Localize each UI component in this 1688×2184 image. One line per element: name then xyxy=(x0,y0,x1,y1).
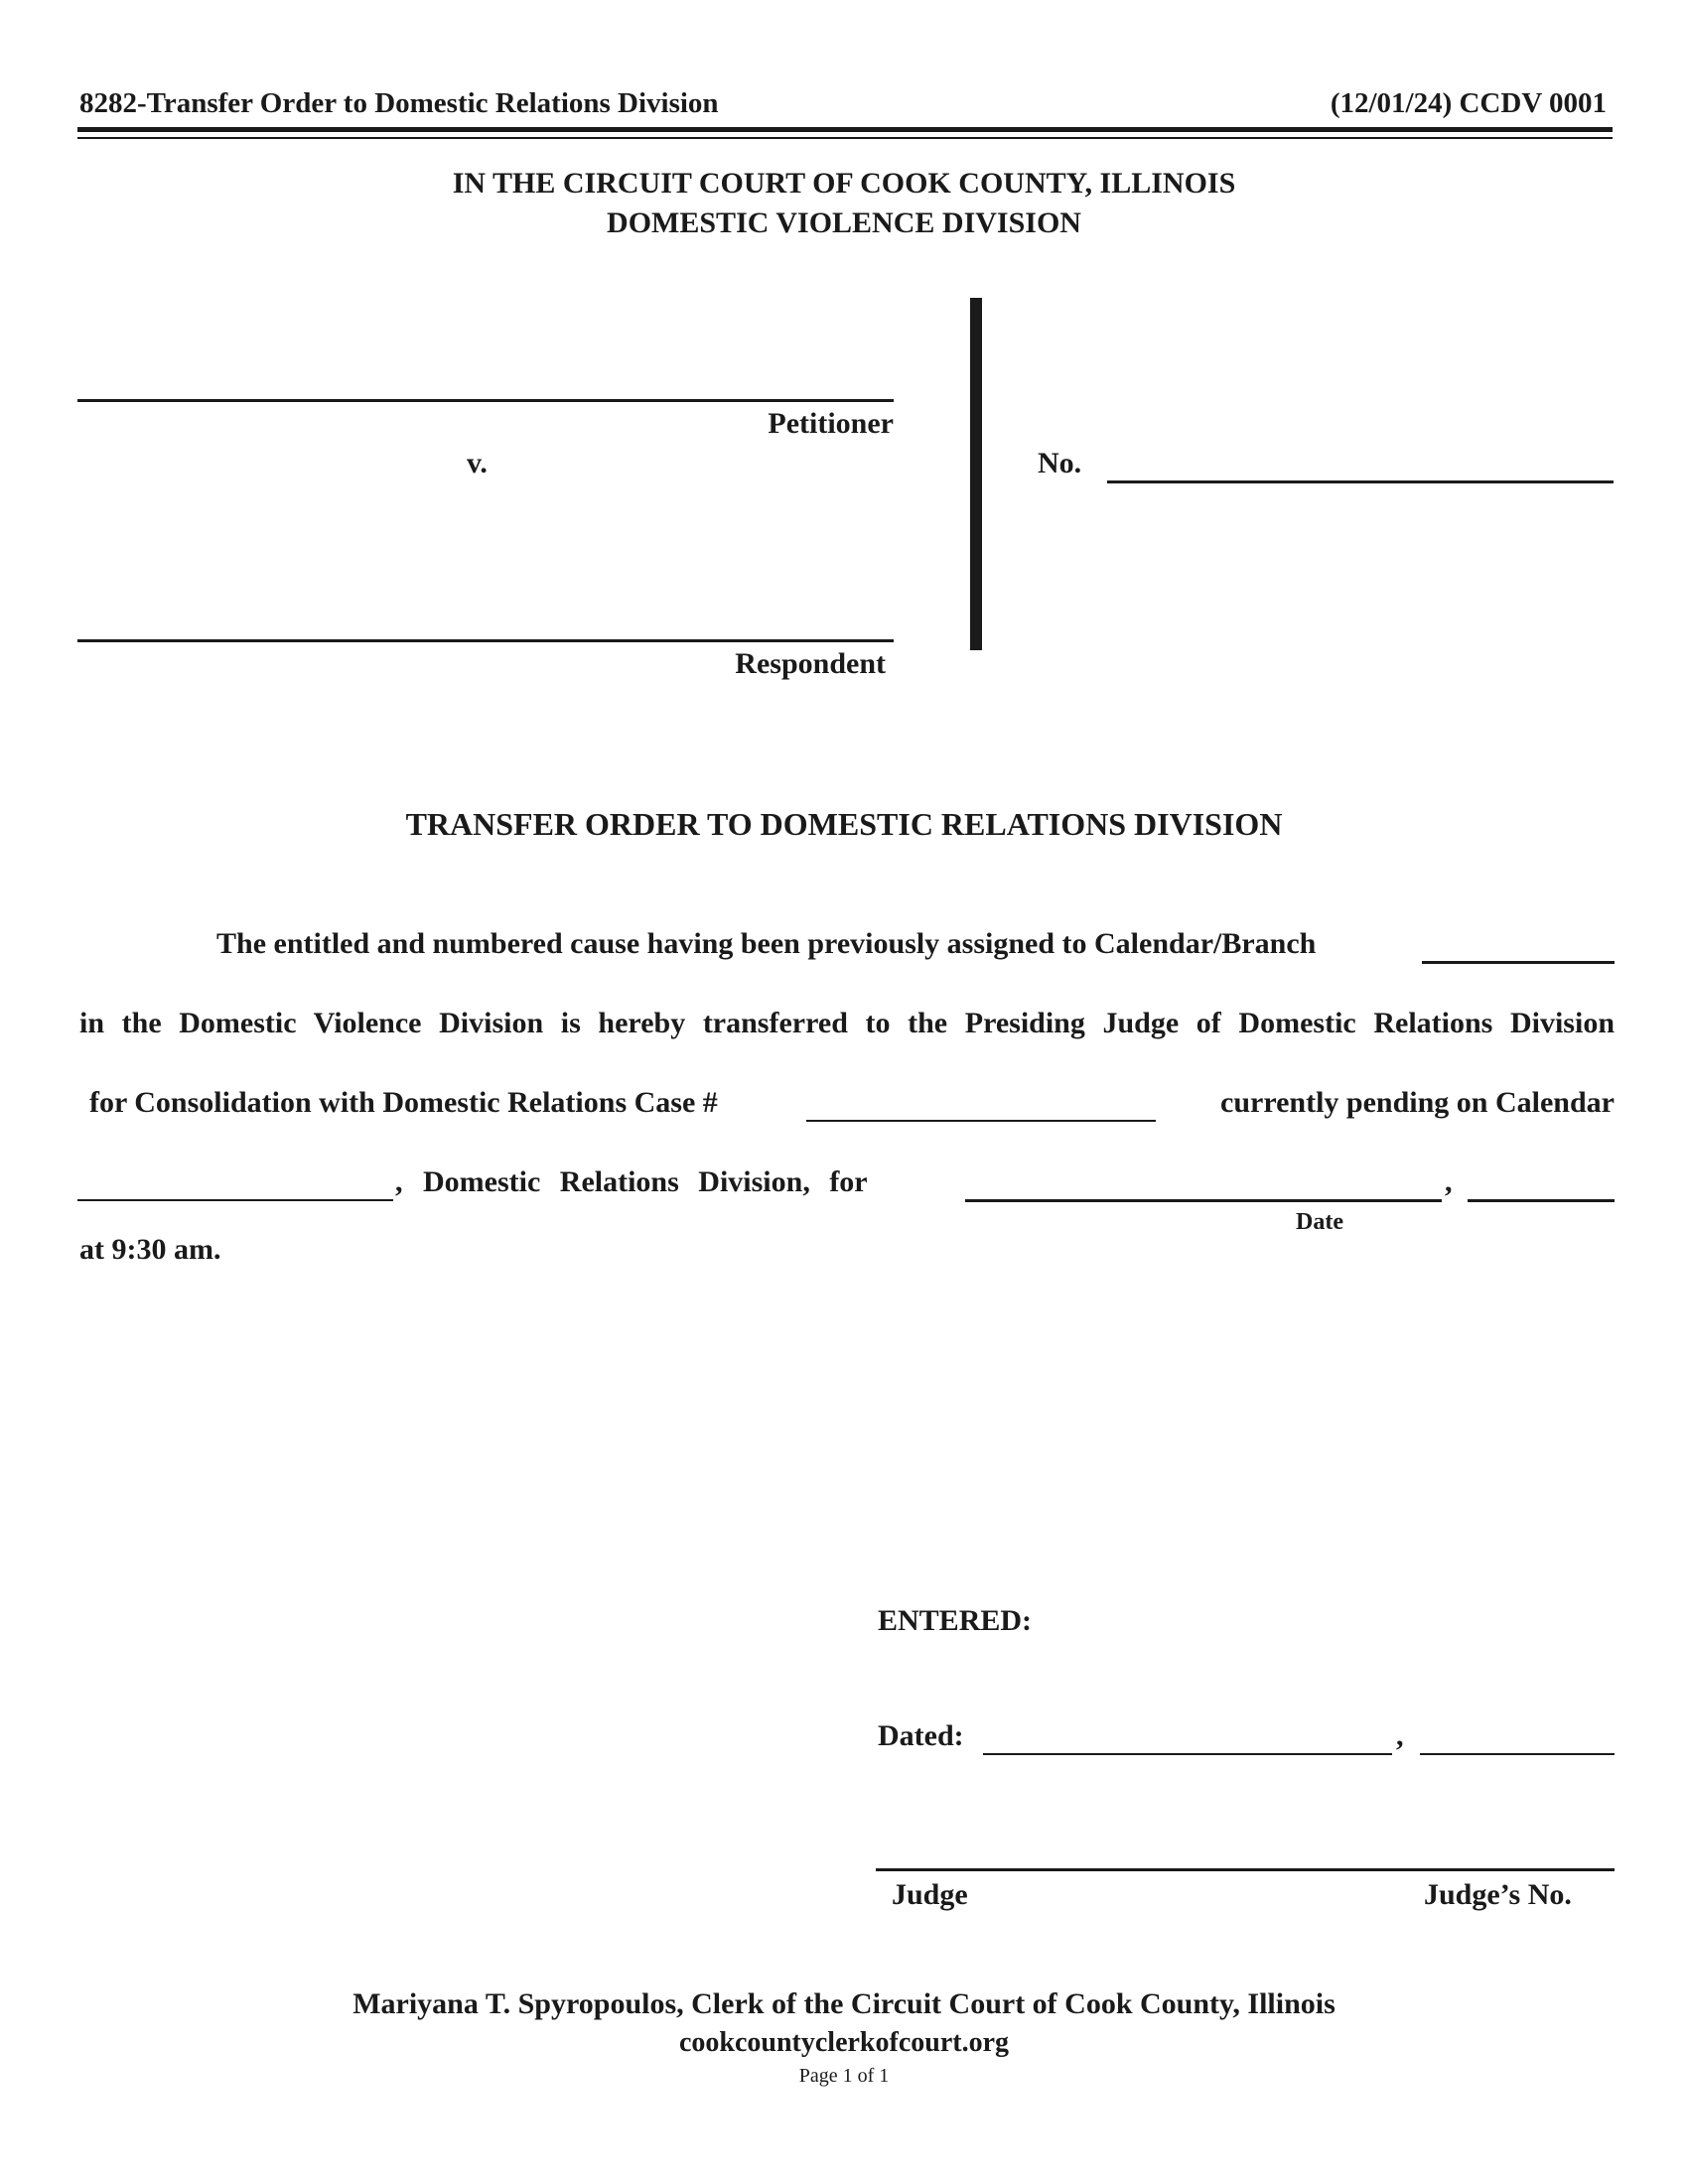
dr-calendar-field[interactable] xyxy=(77,1199,393,1201)
dated-year-field[interactable] xyxy=(1420,1753,1615,1755)
body-line-2: in the Domestic Violence Division is hereby transferred to the Presiding Judge of Domestic Relations Division xyxy=(79,1007,1615,1039)
judge-number-label: Judge’s No. xyxy=(1424,1878,1572,1911)
hearing-date-field[interactable] xyxy=(965,1199,1442,1202)
court-name: IN THE CIRCUIT COURT OF COOK COUNTY, ILLINOIS xyxy=(452,167,1236,200)
calendar-branch-field[interactable] xyxy=(1422,961,1615,964)
hearing-time: at 9:30 am. xyxy=(79,1233,221,1266)
hearing-year-field[interactable] xyxy=(1468,1199,1615,1202)
court-division: DOMESTIC VIOLENCE DIVISION xyxy=(607,206,1081,239)
form-title: TRANSFER ORDER TO DOMESTIC RELATIONS DIVISION xyxy=(405,806,1283,842)
respondent-label: Respondent xyxy=(735,647,886,680)
case-number-label: No. xyxy=(1038,447,1082,479)
dated-date-field[interactable] xyxy=(983,1753,1392,1755)
form-revision: (12/01/24) CCDV 0001 xyxy=(1330,87,1607,119)
entered-label: ENTERED: xyxy=(878,1604,1033,1637)
body-line-3a: for Consolidation with Domestic Relations Case # xyxy=(89,1086,718,1119)
versus-label: v. xyxy=(467,447,488,479)
dated-comma: , xyxy=(1396,1719,1404,1752)
body-comma-1: , xyxy=(395,1165,403,1198)
date-caption: Date xyxy=(1296,1209,1343,1235)
clerk-website: cookcountyclerkofcourt.org xyxy=(678,2027,1010,2058)
dr-case-number-field[interactable] xyxy=(806,1120,1156,1122)
form-id: 8282-Transfer Order to Domestic Relations Division xyxy=(79,87,719,119)
case-number-field[interactable] xyxy=(1107,480,1614,483)
respondent-name-field[interactable] xyxy=(77,639,894,642)
clerk-name: Mariyana T. Spyropoulos, Clerk of the Circuit Court of Cook County, Illinois xyxy=(352,1987,1336,2020)
header-rule-thick xyxy=(77,127,1613,132)
header-rule-thin xyxy=(77,137,1613,139)
dated-label: Dated: xyxy=(878,1719,964,1752)
judge-label: Judge xyxy=(892,1878,968,1911)
body-comma-2: , xyxy=(1445,1165,1453,1198)
petitioner-name-field[interactable] xyxy=(77,399,894,402)
body-line-1: The entitled and numbered cause having been previously assigned to Calendar/Branch xyxy=(216,927,1317,960)
body-line-4: Domestic Relations Division, for xyxy=(423,1165,868,1198)
petitioner-label: Petitioner xyxy=(768,407,894,440)
body-line-3b: currently pending on Calendar xyxy=(1220,1086,1615,1119)
caption-divider xyxy=(970,298,982,650)
judge-signature-field[interactable] xyxy=(876,1868,1615,1871)
page-number: Page 1 of 1 xyxy=(798,2065,890,2087)
